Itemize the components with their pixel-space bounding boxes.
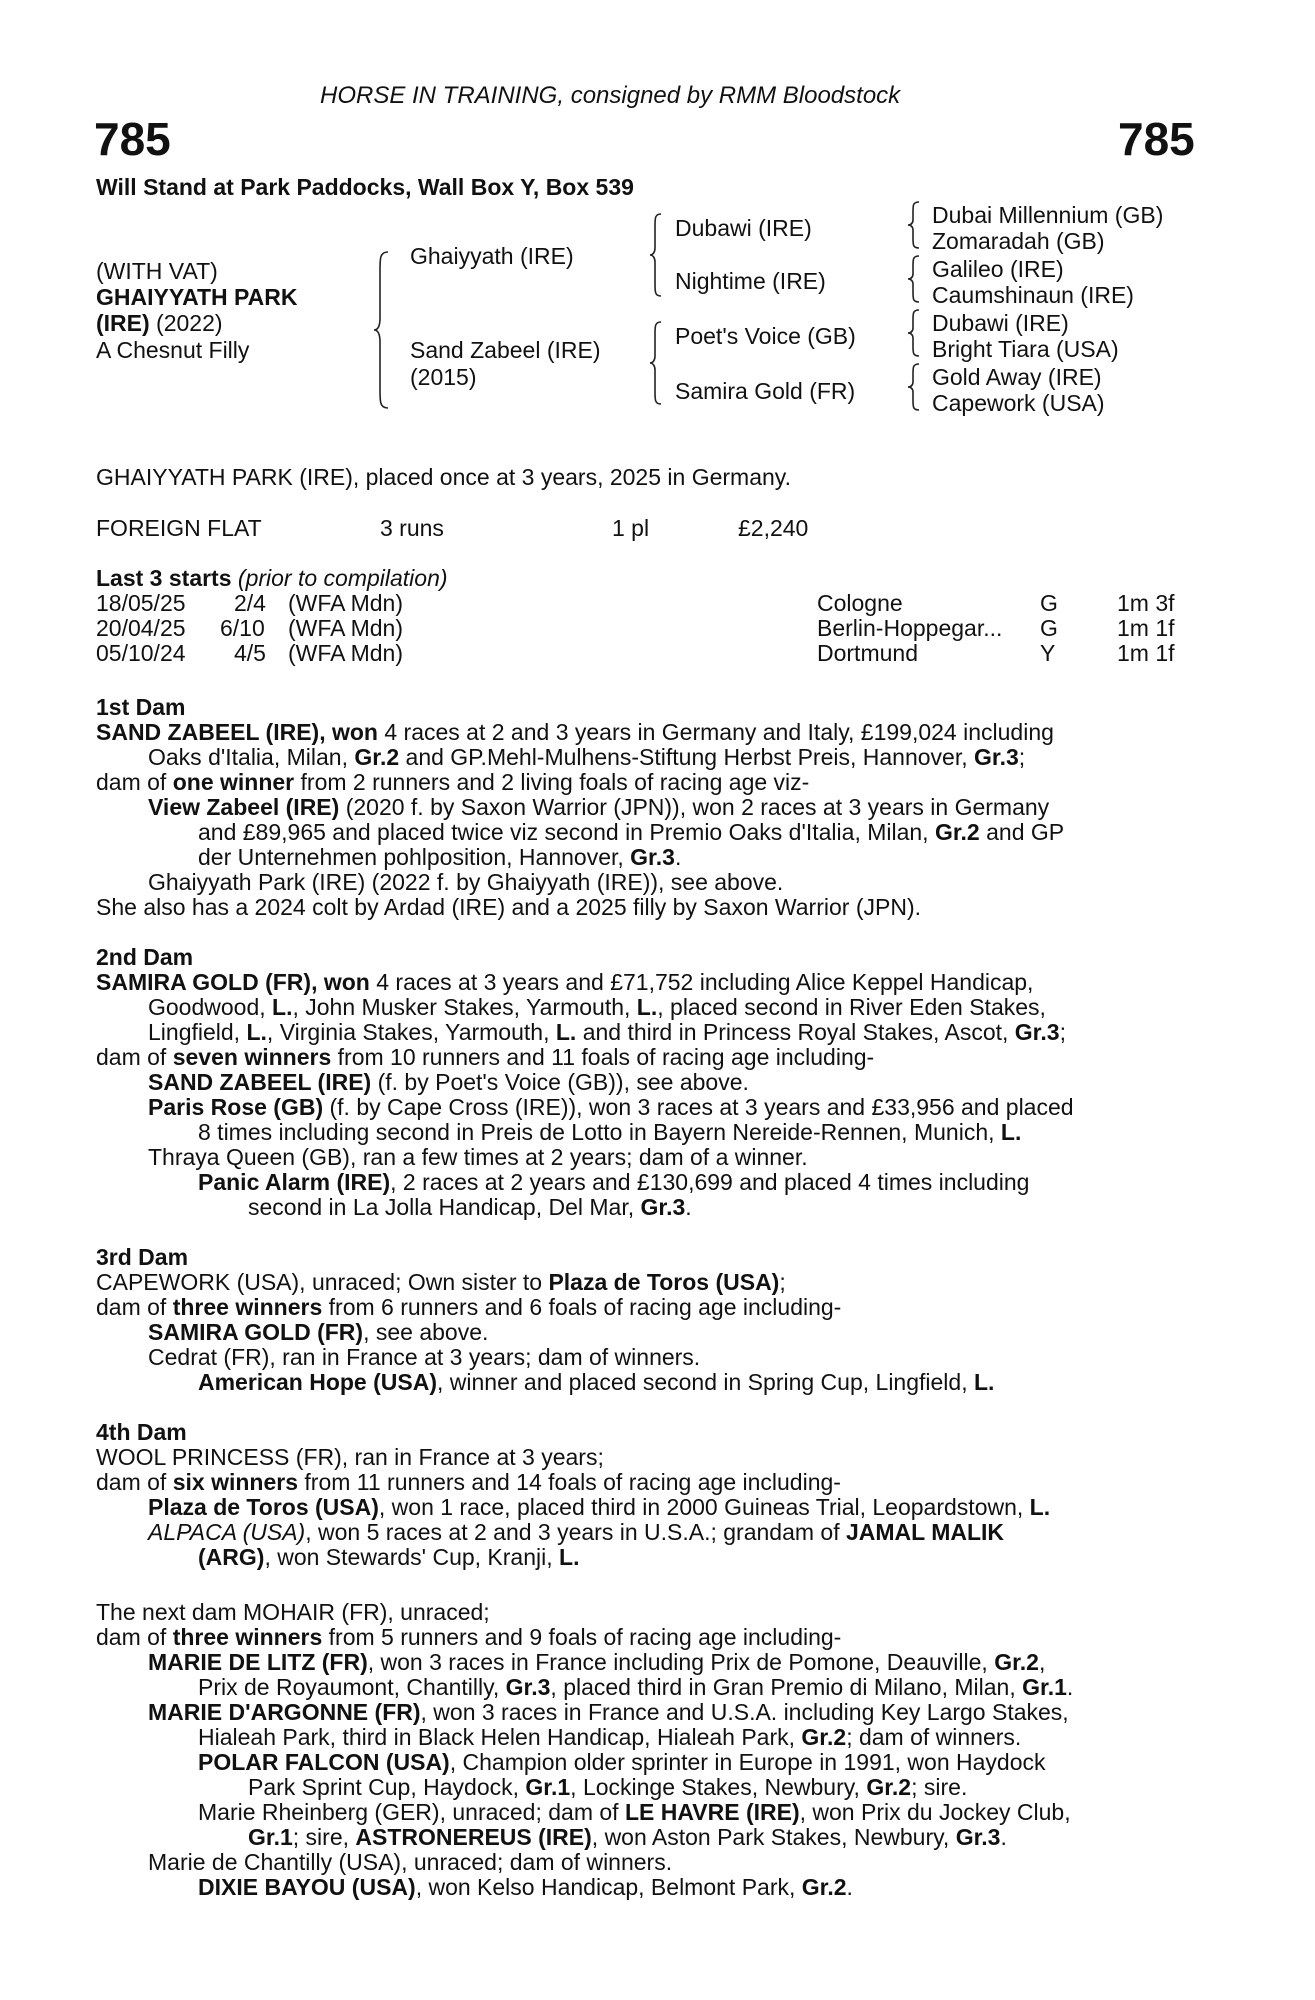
grade: L. bbox=[636, 994, 658, 1020]
sire-sire: Dubawi (IRE) bbox=[675, 215, 812, 241]
last-starts-heading bbox=[96, 565, 448, 592]
text: dam of bbox=[96, 1294, 173, 1320]
text: ; sire. bbox=[911, 1774, 968, 1800]
last-starts-note: (prior to compilation) bbox=[237, 565, 448, 591]
text: , won 1 race, placed third in 2000 Guineas Trial, Leopardstown, bbox=[378, 1494, 1030, 1520]
dam-line bbox=[96, 970, 1033, 996]
horse-description: A Chesnut Filly bbox=[96, 337, 250, 363]
dam-line bbox=[148, 1495, 1050, 1521]
text: Park Sprint Cup, Haydock, bbox=[248, 1774, 526, 1800]
text: (f. by Cape Cross (IRE)), won 3 races at 3 years and £33,956 and placed bbox=[323, 1094, 1074, 1120]
text: and third in Princess Royal Stakes, Ascot, bbox=[576, 1019, 1015, 1045]
text: from 11 runners and 14 foals of racing age including- bbox=[298, 1469, 841, 1495]
progeny-name: Paris Rose (GB) bbox=[148, 1094, 324, 1120]
text: , winner and placed second in Spring Cup, Lingfield, bbox=[436, 1369, 974, 1395]
dam-line: Cedrat (FR), ran in France at 3 years; dam of winners. bbox=[148, 1344, 701, 1370]
text: . bbox=[846, 1874, 853, 1900]
progeny-name: DIXIE BAYOU (USA) bbox=[198, 1874, 416, 1900]
text: , Champion older sprinter in Europe in 1991, won Haydock bbox=[449, 1749, 1046, 1775]
grade: Gr.1 bbox=[525, 1774, 571, 1800]
horse-name: GHAIYYATH PARK bbox=[96, 284, 298, 310]
horse-ref: Plaza de Toros (USA) bbox=[548, 1269, 780, 1295]
dam-year: (2015) bbox=[410, 364, 477, 390]
lot-number-left: 785 bbox=[94, 113, 171, 165]
dam-line bbox=[148, 795, 1049, 821]
text: 4 races at 3 years and £71,752 including Alice Keppel Handicap, bbox=[369, 969, 1034, 995]
start-distance: 1m 3f bbox=[1117, 590, 1175, 616]
dam-line bbox=[148, 1020, 1066, 1046]
ped-sds: Galileo (IRE) bbox=[932, 256, 1064, 282]
start-race: (WFA Mdn) bbox=[288, 590, 404, 616]
text: , won 5 races at 2 and 3 years in U.S.A.; grandam of bbox=[305, 1519, 846, 1545]
text: from 10 runners and 11 foals of racing age including- bbox=[331, 1044, 875, 1070]
progeny-name: Plaza de Toros (USA) bbox=[148, 1494, 379, 1520]
vat-note: (WITH VAT) bbox=[96, 258, 218, 284]
text: (2020 f. by Saxon Warrior (JPN)), won 2 races at 3 years in Germany bbox=[339, 794, 1050, 820]
sire-dam: Nightime (IRE) bbox=[675, 268, 826, 294]
winners-count: one winner bbox=[172, 769, 295, 795]
text: from 6 runners and 6 foals of racing age including- bbox=[322, 1294, 842, 1320]
pedigree-bracket-main bbox=[372, 250, 392, 410]
pedigree-bracket-ds bbox=[906, 308, 922, 358]
dam-line bbox=[198, 1370, 994, 1396]
grade: L. bbox=[974, 1369, 995, 1395]
dam-line bbox=[96, 1270, 786, 1296]
section-title: 1st Dam bbox=[96, 694, 186, 720]
start-going: G bbox=[1040, 615, 1058, 641]
dam-line bbox=[96, 1295, 841, 1321]
start-position: 4/5 bbox=[234, 640, 266, 666]
dam-line bbox=[96, 770, 809, 796]
text: Marie Rheinberg (GER), unraced; dam of bbox=[198, 1799, 625, 1825]
grade: Gr.3 bbox=[505, 1674, 551, 1700]
text: from 2 runners and 2 living foals of racing age viz- bbox=[294, 769, 810, 795]
pedigree-bracket-sd bbox=[906, 254, 922, 304]
section-title: 4th Dam bbox=[96, 1419, 187, 1445]
grade: L. bbox=[272, 994, 293, 1020]
dam-line: She also has a 2024 colt by Ardad (IRE) and a 2025 filly by Saxon Warrior (JPN). bbox=[96, 894, 921, 920]
dam-line bbox=[198, 1750, 1046, 1776]
dam-line bbox=[148, 995, 1046, 1021]
grade: Gr.3 bbox=[1014, 1019, 1060, 1045]
dam-dam: Samira Gold (FR) bbox=[675, 378, 856, 404]
start-course: Dortmund bbox=[817, 640, 918, 666]
dam-line: Thraya Queen (GB), ran a few times at 2 years; dam of a winner. bbox=[148, 1144, 808, 1170]
winners-count: three winners bbox=[172, 1624, 323, 1650]
winners-count: three winners bbox=[172, 1294, 323, 1320]
dam-line bbox=[248, 1195, 692, 1221]
text: and GP.Mehl-Mulhens-Stiftung Herbst Preis, Hannover, bbox=[399, 744, 974, 770]
grade: Gr.2 bbox=[354, 744, 400, 770]
text: , Lockinge Stakes, Newbury, bbox=[570, 1774, 867, 1800]
horse-suffix-year bbox=[96, 310, 223, 337]
text: ; dam of winners. bbox=[846, 1724, 1022, 1750]
progeny-name: American Hope (USA) bbox=[198, 1369, 437, 1395]
dam-line bbox=[96, 720, 1054, 746]
dam-line bbox=[198, 1120, 1021, 1146]
dam-line bbox=[148, 1650, 1045, 1676]
dam-line bbox=[148, 1320, 488, 1346]
dam-line bbox=[198, 820, 1064, 846]
text: (f. by Poet's Voice (GB)), see above. bbox=[371, 1069, 749, 1095]
text: , won 3 races in France including Prix de Pomone, Deauville, bbox=[367, 1649, 995, 1675]
dam-line bbox=[198, 1675, 1073, 1701]
racing-summary: GHAIYYATH PARK (IRE), placed once at 3 years, 2025 in Germany. bbox=[96, 464, 791, 490]
dam-name: SAND ZABEEL (IRE), won bbox=[96, 719, 378, 745]
dam-line: Ghaiyyath Park (IRE) (2022 f. by Ghaiyyath (IRE)), see above. bbox=[148, 869, 784, 895]
grade: Gr.1 bbox=[248, 1824, 293, 1850]
progeny-name: MARIE D'ARGONNE (FR) bbox=[148, 1699, 421, 1725]
text: , placed second in River Eden Stakes, bbox=[657, 994, 1046, 1020]
progeny-name: MARIE DE LITZ (FR) bbox=[148, 1649, 368, 1675]
text: , bbox=[1038, 1649, 1046, 1675]
text: 8 times including second in Preis de Lotto in Bayern Nereide-Rennen, Munich, bbox=[198, 1119, 1001, 1145]
dam-line bbox=[148, 1095, 1074, 1121]
text: from 5 runners and 9 foals of racing age including- bbox=[322, 1624, 842, 1650]
text: Hialeah Park, third in Black Helen Handicap, Hialeah Park, bbox=[198, 1724, 802, 1750]
text: , Virginia Stakes, Yarmouth, bbox=[266, 1019, 556, 1045]
dam-line bbox=[198, 1875, 853, 1901]
record-prize: £2,240 bbox=[738, 515, 809, 541]
text: , won Aston Park Stakes, Newbury, bbox=[591, 1824, 956, 1850]
progeny-name: Panic Alarm (IRE) bbox=[198, 1169, 391, 1195]
start-position: 6/10 bbox=[220, 615, 265, 641]
text: second in La Jolla Handicap, Del Mar, bbox=[248, 1194, 641, 1220]
grade: L. bbox=[246, 1019, 267, 1045]
text: , won Kelso Handicap, Belmont Park, bbox=[415, 1874, 802, 1900]
ped-ssd: Zomaradah (GB) bbox=[932, 228, 1105, 254]
start-race: (WFA Mdn) bbox=[288, 615, 404, 641]
horse-ref: ASTRONEREUS (IRE) bbox=[355, 1824, 592, 1850]
dam-line bbox=[198, 1545, 579, 1571]
ped-dss: Dubawi (IRE) bbox=[932, 310, 1069, 336]
winners-count: seven winners bbox=[172, 1044, 332, 1070]
grade: L. bbox=[559, 1544, 580, 1570]
horse-ref: LE HAVRE (IRE) bbox=[624, 1799, 800, 1825]
text: and £89,965 and placed twice viz second in Premio Oaks d'Italia, Milan, bbox=[198, 819, 935, 845]
section-title: 2nd Dam bbox=[96, 944, 194, 970]
dam-line bbox=[198, 845, 681, 871]
text: , see above. bbox=[363, 1319, 489, 1345]
text: Oaks d'Italia, Milan, bbox=[148, 744, 355, 770]
text: 4 races at 2 and 3 years in Germany and Italy, £199,024 including bbox=[377, 719, 1054, 745]
text: , won Stewards' Cup, Kranji, bbox=[264, 1544, 560, 1570]
grade: Gr.2 bbox=[934, 819, 980, 845]
ped-sss: Dubai Millennium (GB) bbox=[932, 202, 1164, 228]
stand-info: Will Stand at Park Paddocks, Wall Box Y, Box 539 bbox=[96, 174, 634, 200]
horse-ref: JAMAL MALIK bbox=[846, 1519, 1005, 1545]
dam-line bbox=[148, 745, 1025, 771]
horse-name-suffix: (IRE) bbox=[96, 310, 150, 336]
start-position: 2/4 bbox=[234, 590, 266, 616]
text: and GP bbox=[979, 819, 1065, 845]
text: dam of bbox=[96, 1624, 173, 1650]
pedigree-bracket-sire bbox=[648, 212, 664, 298]
text: , 2 races at 2 years and £130,699 and placed 4 times including bbox=[390, 1169, 1030, 1195]
grade: Gr.2 bbox=[801, 1874, 847, 1900]
grade: L. bbox=[1029, 1494, 1051, 1520]
dam-line bbox=[148, 1700, 1069, 1726]
dam-line bbox=[148, 1070, 749, 1096]
start-date: 05/10/24 bbox=[96, 640, 186, 666]
catalogue-subtitle: HORSE IN TRAINING, consigned by RMM Bloodstock bbox=[320, 82, 901, 109]
text: ; bbox=[1018, 744, 1026, 770]
dam-name: Sand Zabeel (IRE) bbox=[410, 337, 601, 363]
text: , won Prix du Jockey Club, bbox=[799, 1799, 1071, 1825]
sire-name: Ghaiyyath (IRE) bbox=[410, 243, 574, 269]
dam-line: The next dam MOHAIR (FR), unraced; bbox=[96, 1599, 490, 1625]
start-date: 18/05/25 bbox=[96, 590, 186, 616]
lot-number-right: 785 bbox=[1118, 113, 1195, 165]
text: , placed third in Gran Premio di Milano, Milan, bbox=[550, 1674, 1023, 1700]
text: CAPEWORK (USA), unraced; Own sister to bbox=[96, 1269, 549, 1295]
horse-ref: (ARG) bbox=[198, 1544, 265, 1570]
grade: Gr.3 bbox=[974, 744, 1019, 770]
start-going: Y bbox=[1040, 640, 1056, 666]
dam-line bbox=[198, 1170, 1029, 1196]
text: dam of bbox=[96, 769, 173, 795]
ped-ddd: Capework (USA) bbox=[932, 390, 1105, 416]
text: dam of bbox=[96, 1044, 173, 1070]
grade: Gr.3 bbox=[640, 1194, 686, 1220]
grade: Gr.3 bbox=[630, 844, 675, 870]
last-starts-title: Last 3 starts bbox=[96, 565, 232, 591]
dam-line bbox=[248, 1775, 967, 1801]
start-date: 20/04/25 bbox=[96, 615, 186, 641]
horse-year: (2022) bbox=[149, 310, 223, 336]
text: ; bbox=[779, 1269, 786, 1295]
grade: L. bbox=[555, 1019, 577, 1045]
text: . bbox=[685, 1194, 692, 1220]
pedigree-bracket-dd bbox=[906, 362, 922, 412]
progeny-name: View Zabeel (IRE) bbox=[148, 794, 340, 820]
text: . bbox=[674, 844, 682, 870]
text: , John Musker Stakes, Yarmouth, bbox=[292, 994, 637, 1020]
grade: Gr.3 bbox=[955, 1824, 1001, 1850]
grade: Gr.2 bbox=[994, 1649, 1039, 1675]
dam-line: Marie de Chantilly (USA), unraced; dam of winners. bbox=[148, 1849, 673, 1875]
start-course: Berlin-Hoppegar... bbox=[817, 615, 1003, 641]
text: . bbox=[1066, 1674, 1074, 1700]
start-going: G bbox=[1040, 590, 1058, 616]
pedigree-bracket-ss bbox=[906, 200, 922, 250]
text: . bbox=[1000, 1824, 1007, 1850]
dam-line bbox=[96, 1625, 841, 1651]
dam-line: WOOL PRINCESS (FR), ran in France at 3 years; bbox=[96, 1444, 604, 1470]
dam-line bbox=[198, 1800, 1071, 1826]
dam-line bbox=[248, 1825, 1007, 1851]
text: dam of bbox=[96, 1469, 173, 1495]
ped-dsd: Bright Tiara (USA) bbox=[932, 336, 1119, 362]
dam-name: SAMIRA GOLD (FR), won bbox=[96, 969, 370, 995]
grade: Gr.2 bbox=[866, 1774, 912, 1800]
dam-line bbox=[198, 1725, 1021, 1751]
start-course: Cologne bbox=[817, 590, 903, 616]
start-distance: 1m 1f bbox=[1117, 615, 1175, 641]
dam-sire: Poet's Voice (GB) bbox=[675, 323, 856, 349]
grade: L. bbox=[1000, 1119, 1022, 1145]
grade: Gr.1 bbox=[1022, 1674, 1067, 1700]
progeny-name: SAND ZABEEL (IRE) bbox=[148, 1069, 372, 1095]
section-title: 3rd Dam bbox=[96, 1244, 189, 1270]
text: ; sire, bbox=[292, 1824, 356, 1850]
progeny-name: ALPACA (USA) bbox=[148, 1519, 306, 1545]
progeny-name: SAMIRA GOLD (FR) bbox=[148, 1319, 364, 1345]
text: der Unternehmen pohlposition, Hannover, bbox=[198, 844, 631, 870]
text: Lingfield, bbox=[148, 1019, 247, 1045]
dam-line bbox=[96, 1470, 841, 1496]
dam-line bbox=[96, 1045, 874, 1071]
text: , won 3 races in France and U.S.A. including Key Largo Stakes, bbox=[420, 1699, 1069, 1725]
start-race: (WFA Mdn) bbox=[288, 640, 404, 666]
progeny-name: POLAR FALCON (USA) bbox=[198, 1749, 450, 1775]
record-label: FOREIGN FLAT bbox=[96, 515, 262, 541]
grade: Gr.2 bbox=[801, 1724, 847, 1750]
text: ; bbox=[1059, 1019, 1066, 1045]
ped-dds: Gold Away (IRE) bbox=[932, 364, 1102, 390]
record-placed: 1 pl bbox=[612, 515, 650, 541]
start-distance: 1m 1f bbox=[1117, 640, 1175, 666]
winners-count: six winners bbox=[172, 1469, 298, 1495]
text: Prix de Royaumont, Chantilly, bbox=[198, 1674, 506, 1700]
ped-sdd: Caumshinaun (IRE) bbox=[932, 282, 1134, 308]
text: Goodwood, bbox=[148, 994, 273, 1020]
pedigree-bracket-dam bbox=[648, 320, 664, 406]
record-runs: 3 runs bbox=[380, 515, 444, 541]
dam-line bbox=[148, 1520, 1004, 1546]
